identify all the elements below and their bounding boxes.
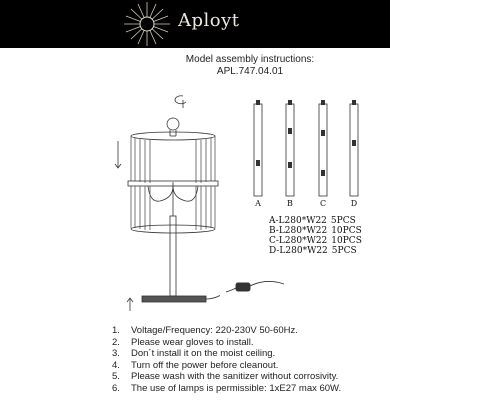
list-item: [112, 383, 341, 395]
parts-row: [269, 236, 362, 246]
crystal-parts-diagram: [238, 100, 378, 212]
part-spec: B-L280*W22: [269, 226, 328, 236]
part-letter-b: B: [287, 199, 293, 208]
part-letter-d: D: [350, 199, 358, 208]
switch-cable-icon: [226, 270, 286, 300]
list-item: [112, 371, 341, 383]
lamp-assembly-drawing: [90, 86, 220, 311]
list-item: [112, 325, 341, 337]
parts-row: [269, 246, 362, 256]
part-qty: 5PCS: [330, 216, 356, 226]
item-number: 3.: [112, 348, 120, 360]
part-qty: 5PCS: [331, 246, 357, 256]
part-letter-a: A: [255, 199, 261, 208]
item-text: Voltage/Frequency: 220-230V 50-60Hz.: [131, 325, 298, 336]
part-qty: 10PCS: [331, 226, 362, 236]
item-number: 1.: [112, 325, 120, 336]
instructions-list: [112, 325, 341, 395]
parts-row: [269, 216, 362, 226]
item-text: The use of lamps is permissible: 1xE27 max 60W.: [131, 382, 342, 394]
item-number: 2.: [112, 336, 120, 348]
item-number: 4.: [112, 359, 120, 371]
list-item: [112, 348, 341, 360]
height-arrow-icon: [115, 141, 121, 168]
parts-row: [269, 226, 362, 236]
model-number: APL.747.04.01: [216, 66, 284, 77]
instructions-title: Model assembly instructions:: [185, 54, 315, 65]
part-spec: A-L280*W22: [269, 216, 327, 226]
part-qty: 10PCS: [331, 236, 362, 246]
bulb-icon: [167, 118, 179, 136]
item-text: Don´t install it on the moist ceiling.: [131, 348, 276, 360]
base-arrow-icon: [127, 298, 133, 311]
part-letter-c: C: [319, 199, 327, 208]
parts-list: [269, 216, 362, 256]
brand-banner: [0, 0, 390, 48]
item-text: Turn off the power before cleanout.: [131, 359, 279, 371]
sunburst-logo-icon: [122, 0, 172, 48]
item-text: Please wash with the sanitizer without corrosivity.: [131, 371, 339, 383]
item-number: 6.: [112, 382, 120, 394]
part-spec: D-L280*W22: [269, 246, 328, 256]
item-number: 5.: [112, 371, 120, 383]
list-item: [112, 337, 341, 349]
item-text: Please wear gloves to install.: [131, 336, 254, 348]
rotate-arrow-icon: [175, 96, 186, 104]
part-spec: C-L280*W22: [269, 236, 328, 246]
list-item: [112, 360, 341, 372]
brand-name: Aployt: [178, 10, 240, 31]
